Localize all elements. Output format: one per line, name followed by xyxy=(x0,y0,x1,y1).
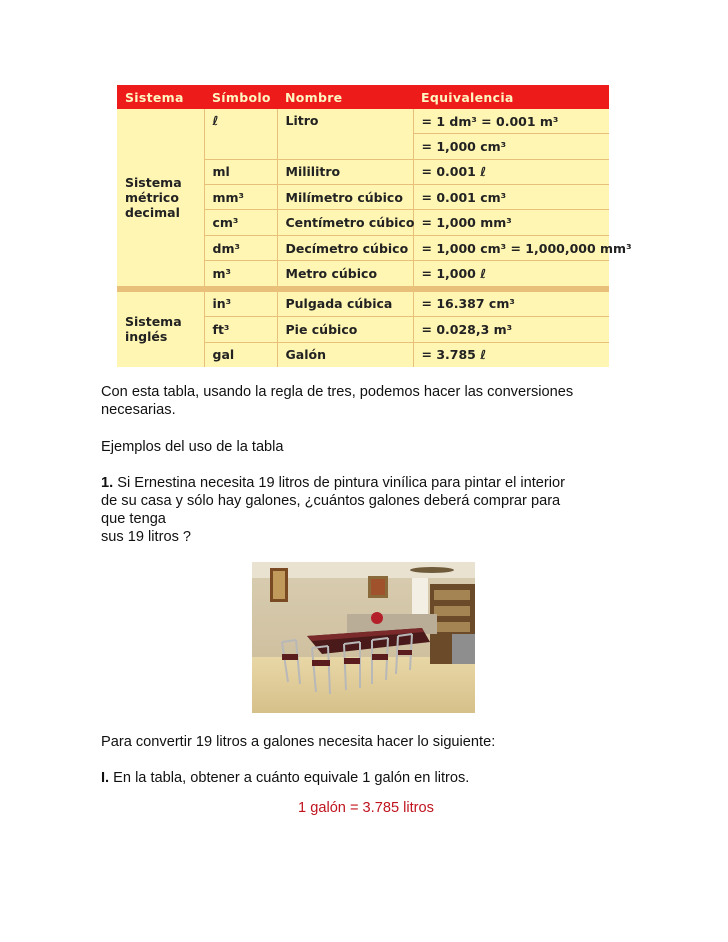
equivalence-cell: = 3.785 ℓ xyxy=(421,347,487,363)
equivalence-result: 1 galón = 3.785 litros xyxy=(298,800,434,816)
example-number: 1. xyxy=(101,475,114,491)
step-number: I. xyxy=(101,770,110,786)
system-metric-line: decimal xyxy=(125,204,180,220)
equivalence-cell: = 1,000 cm³ xyxy=(413,134,609,159)
example-1-line: de su casa y sólo hay galones, ¿cuántos galones deberá comprar para xyxy=(101,493,561,509)
system-metric-cell xyxy=(117,109,204,289)
equivalence-cell: = 1,000 ℓ xyxy=(413,261,609,289)
table-header-row xyxy=(117,85,609,109)
symbol-cell: in³ xyxy=(204,289,277,317)
symbol-cell: dm³ xyxy=(204,235,277,260)
dining-room-photo xyxy=(252,562,475,713)
equivalence-cell: = 1,000 cm³ = 1,000,000 mm³ xyxy=(413,235,609,260)
symbol-cell: ft³ xyxy=(204,317,277,342)
system-metric-line: Sistema xyxy=(125,174,182,190)
example-1-line: Si Ernestina necesita 19 litros de pintura vinílica para pintar el interior xyxy=(113,475,566,491)
header-equivalencia: Equivalencia xyxy=(413,85,609,109)
symbol-cell: ml xyxy=(204,159,277,184)
equivalence-cell: = 16.387 cm³ xyxy=(413,289,609,317)
header-sistema: Sistema xyxy=(117,85,204,109)
name-cell: Metro cúbico xyxy=(277,261,413,289)
name-cell: Pulgada cúbica xyxy=(277,289,413,317)
example-1-line: sus 19 litros ? xyxy=(101,529,192,545)
table-row xyxy=(117,289,609,317)
equivalence-cell: = 0.001 cm³ xyxy=(413,185,609,210)
symbol-cell: mm³ xyxy=(204,185,277,210)
name-cell: Mililitro xyxy=(277,159,413,184)
name-cell: Centímetro cúbico xyxy=(277,210,413,235)
name-cell: Litro xyxy=(277,109,413,159)
symbol-cell: ℓ xyxy=(204,109,277,159)
table-row xyxy=(117,109,609,134)
step-1-paragraph xyxy=(101,769,631,787)
header-simbolo: Símbolo xyxy=(204,85,277,109)
name-cell: Pie cúbico xyxy=(277,317,413,342)
volume-units-table xyxy=(117,85,632,367)
convert-intro-paragraph: Para convertir 19 litros a galones necesita hacer lo siguiente: xyxy=(101,734,496,750)
name-cell: Galón xyxy=(277,342,413,367)
system-english-cell xyxy=(117,289,204,367)
symbol-cell: gal xyxy=(204,342,277,367)
examples-heading: Ejemplos del uso de la tabla xyxy=(101,439,284,455)
example-1-paragraph xyxy=(101,474,631,546)
example-1-line: que tenga xyxy=(101,511,166,527)
name-cell: Decímetro cúbico xyxy=(277,235,413,260)
system-metric-line: métrico xyxy=(125,189,179,205)
equivalence-cell: = 1,000 mm³ xyxy=(413,210,609,235)
equivalence-cell: = 0.001 ℓ xyxy=(413,159,609,184)
header-nombre: Nombre xyxy=(277,85,413,109)
equivalence-cell: = 0.028,3 m³ xyxy=(413,317,609,342)
system-english-line: inglés xyxy=(125,329,168,345)
system-english-line: Sistema xyxy=(125,314,182,330)
equivalence-cell: = 1 dm³ = 0.001 m³ xyxy=(413,109,609,134)
intro-paragraph: Con esta tabla, usando la regla de tres, podemos hacer las conversiones necesarias. xyxy=(101,384,574,418)
step-1-text: En la tabla, obtener a cuánto equivale 1 galón en litros. xyxy=(109,770,470,786)
symbol-cell: cm³ xyxy=(204,210,277,235)
name-cell: Milímetro cúbico xyxy=(277,185,413,210)
symbol-cell: m³ xyxy=(204,261,277,289)
